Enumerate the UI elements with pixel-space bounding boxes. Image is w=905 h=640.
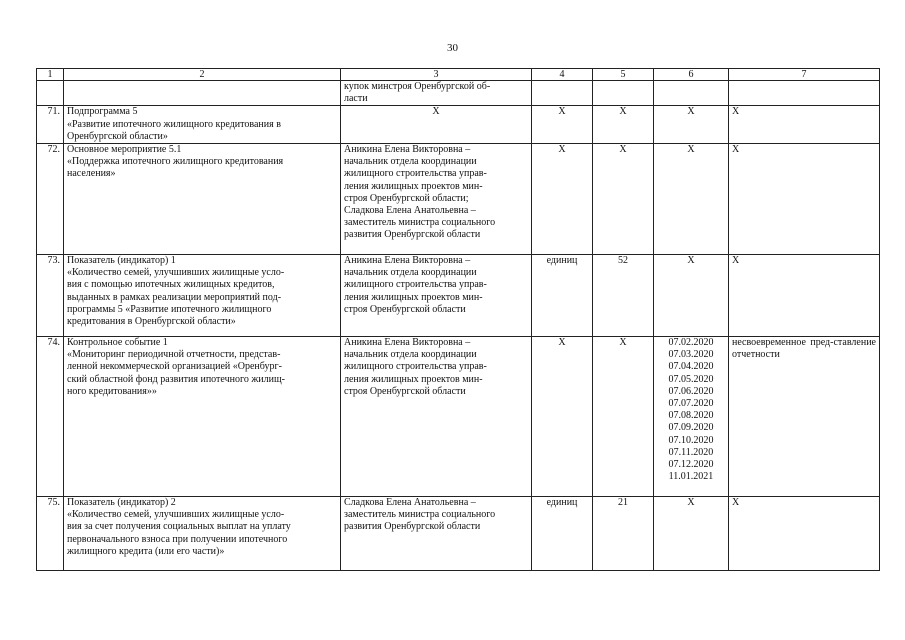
row-responsible: Сладкова Елена Анатольевна – заместитель министра социального развития Оренбургской области xyxy=(341,497,532,571)
row-number: 74. xyxy=(37,337,64,497)
table-row xyxy=(37,81,880,106)
control-date: 07.11.2020 xyxy=(668,446,714,458)
control-date: 11.01.2021 xyxy=(668,471,714,483)
row-name xyxy=(64,81,341,106)
row-name: Основное мероприятие 5.1 «Поддержка ипотечного жилищного кредитования населения» xyxy=(64,144,341,255)
table-row xyxy=(37,497,880,571)
row-unit: Х xyxy=(532,106,593,144)
table-header-row xyxy=(37,69,880,81)
row-value: Х xyxy=(593,144,654,255)
row-number xyxy=(37,81,64,106)
row-dates xyxy=(654,337,729,497)
control-date: 07.02.2020 xyxy=(668,337,714,349)
row-dates: Х xyxy=(654,497,729,571)
header-cell: 4 xyxy=(532,69,593,81)
row-risk: Х xyxy=(729,255,880,337)
row-risk: Х xyxy=(729,144,880,255)
control-date: 07.04.2020 xyxy=(668,361,714,373)
row-name: Контрольное событие 1 «Мониторинг периодичной отчетности, представ- ленной некоммерческой организацией «Оренбург- ский областной фонд развития ипотечного жилищ- ного кредитования»» xyxy=(64,337,341,497)
row-name: Подпрограмма 5 «Развитие ипотечного жилищного кредитования в Оренбургской области» xyxy=(64,106,341,144)
row-dates: Х xyxy=(654,255,729,337)
header-cell: 5 xyxy=(593,69,654,81)
row-value: Х xyxy=(593,337,654,497)
control-date: 07.06.2020 xyxy=(668,385,714,397)
row-responsible: Х xyxy=(341,106,532,144)
row-dates xyxy=(654,81,729,106)
row-dates: Х xyxy=(654,106,729,144)
row-number: 73. xyxy=(37,255,64,337)
plan-table xyxy=(36,68,880,571)
row-value: 52 xyxy=(593,255,654,337)
row-responsible: купок минстроя Оренбургской об- ласти xyxy=(341,81,532,106)
row-risk: несвоевременное пред-ставление отчетности xyxy=(729,337,880,497)
table-row xyxy=(37,337,880,497)
table-row xyxy=(37,144,880,255)
row-value xyxy=(593,81,654,106)
row-number: 72. xyxy=(37,144,64,255)
row-responsible: Аникина Елена Викторовна – начальник отдела координации жилищного строительства управ- ления жилищных проектов мин- строя Оренбургской области xyxy=(341,337,532,497)
row-unit: Х xyxy=(532,337,593,497)
header-cell: 7 xyxy=(729,69,880,81)
row-unit xyxy=(532,81,593,106)
row-value: Х xyxy=(593,106,654,144)
header-cell: 1 xyxy=(37,69,64,81)
table-row xyxy=(37,106,880,144)
row-unit: единиц xyxy=(532,255,593,337)
control-date: 07.07.2020 xyxy=(668,398,714,410)
row-number: 71. xyxy=(37,106,64,144)
row-responsible: Аникина Елена Викторовна – начальник отдела координации жилищного строительства управ- ления жилищных проектов мин- строя Оренбургской области; Сладкова Елена Анатольевна – заместитель министра социального развития Оренбургской области xyxy=(341,144,532,255)
row-dates: Х xyxy=(654,144,729,255)
row-name: Показатель (индикатор) 2 «Количество семей, улучшивших жилищные усло- вия за счет получения социальных выплат на уплату первоначального взноса при получении ипотечного жилищного кредита (или его части)» xyxy=(64,497,341,571)
row-unit: единиц xyxy=(532,497,593,571)
row-risk: Х xyxy=(729,106,880,144)
row-value: 21 xyxy=(593,497,654,571)
control-date: 07.09.2020 xyxy=(668,422,714,434)
table-row xyxy=(37,255,880,337)
header-cell: 2 xyxy=(64,69,341,81)
control-date: 07.03.2020 xyxy=(668,349,714,361)
control-date: 07.08.2020 xyxy=(668,410,714,422)
control-date: 07.05.2020 xyxy=(668,373,714,385)
header-cell: 6 xyxy=(654,69,729,81)
control-date: 07.10.2020 xyxy=(668,434,714,446)
header-cell: 3 xyxy=(341,69,532,81)
row-risk: Х xyxy=(729,497,880,571)
row-name: Показатель (индикатор) 1 «Количество семей, улучшивших жилищные усло- вия с помощью ипотечных жилищных кредитов, выданных в рамках реализации мероприятий под- программы 5 «Развитие ипотечного жилищного кредитования в Оренбургской области» xyxy=(64,255,341,337)
row-responsible: Аникина Елена Викторовна – начальник отдела координации жилищного строительства управ- ления жилищных проектов мин- строя Оренбургской области xyxy=(341,255,532,337)
row-number: 75. xyxy=(37,497,64,571)
row-unit: Х xyxy=(532,144,593,255)
page-number: 30 xyxy=(447,42,458,54)
row-risk xyxy=(729,81,880,106)
control-date: 07.12.2020 xyxy=(668,459,714,471)
